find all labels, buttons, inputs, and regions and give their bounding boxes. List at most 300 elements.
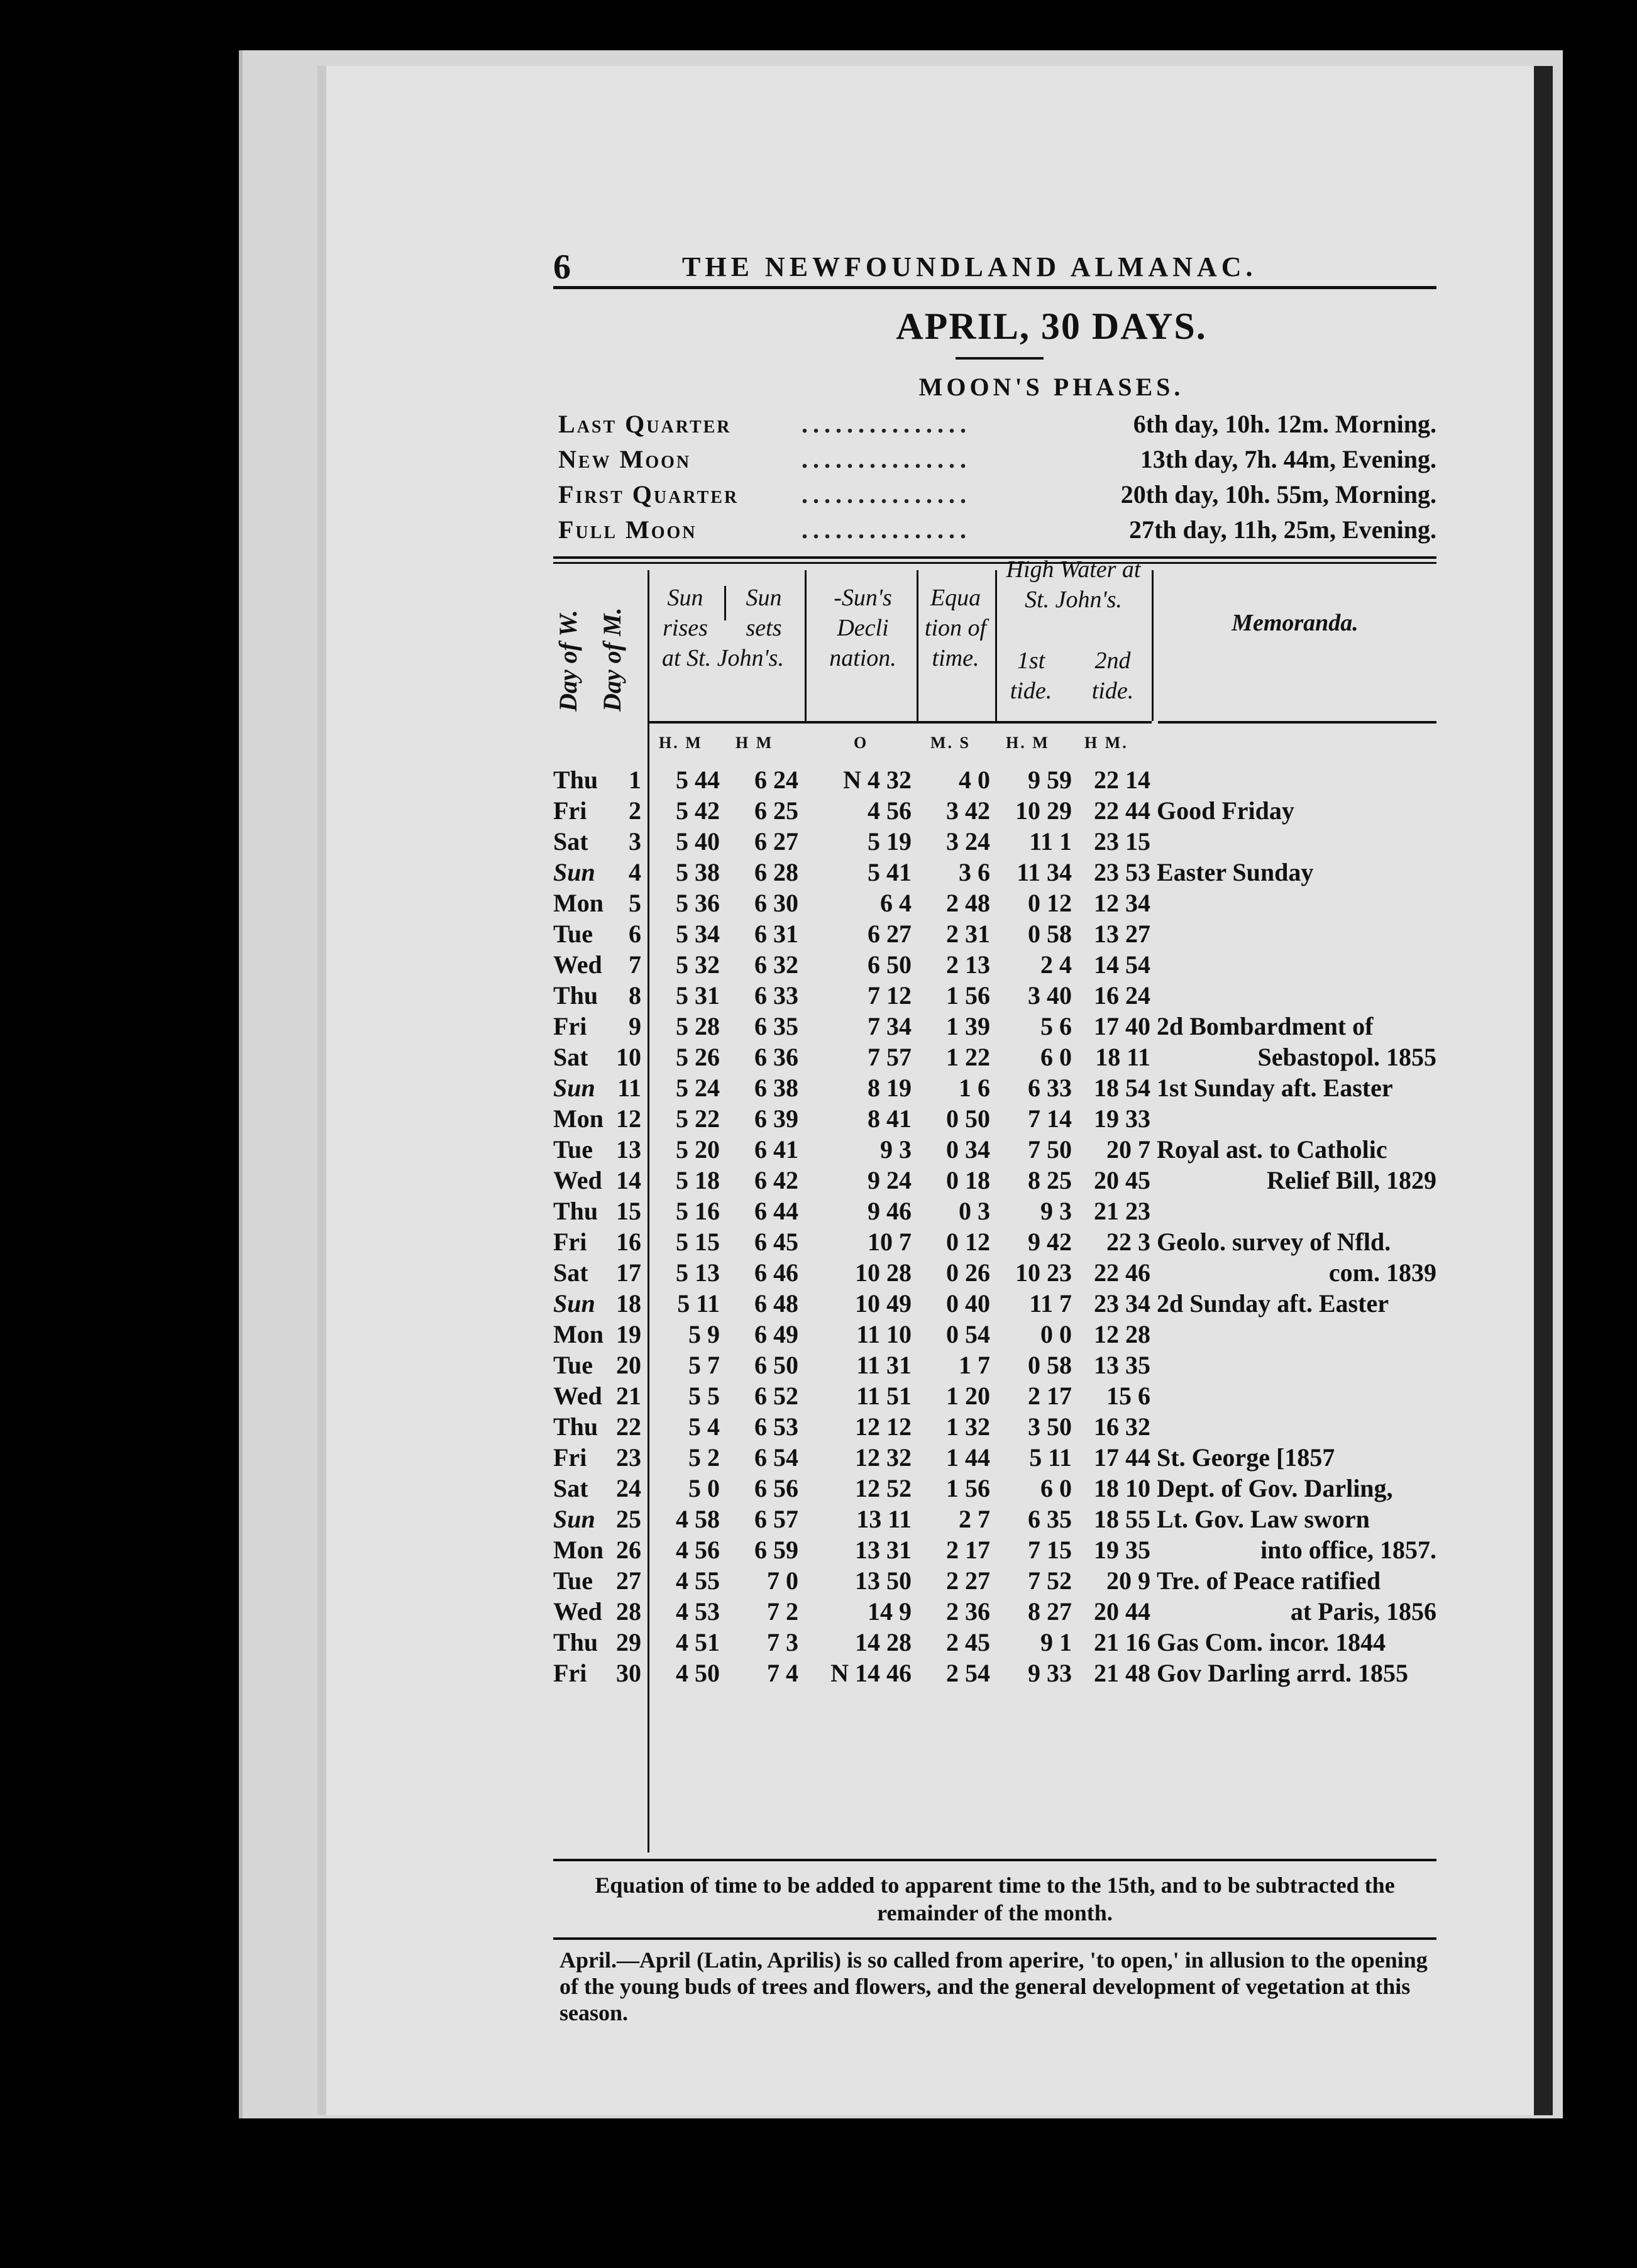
first-tide-cell: 7 52: [1028, 1566, 1072, 1595]
memoranda-rule: [1158, 721, 1436, 724]
first-tide-cell: 11 1: [1029, 827, 1072, 856]
equation-of-time-cell: 1 20: [946, 1382, 990, 1410]
table-row: [553, 1350, 1436, 1381]
memoranda-cell: St. George [1857: [1157, 1443, 1335, 1472]
equation-of-time-cell: 2 45: [946, 1628, 990, 1656]
memoranda-cell: 2d Bombardment of: [1157, 1012, 1374, 1040]
sun-set-cell: 7 3: [767, 1628, 798, 1656]
second-tide-cell: 22 44: [1094, 796, 1150, 825]
sun-set-cell: 6 59: [754, 1536, 798, 1564]
declination-cell: 6 50: [868, 950, 912, 979]
equation-footnote: Equation of time to be added to apparent time to the 15th, and to be subtracted the remainder of the month.: [595, 1873, 1395, 1925]
day-of-week-cell: Thu: [553, 766, 598, 794]
table-row: [553, 1227, 1436, 1258]
memoranda-cell: Geolo. survey of Nfld.: [1157, 1228, 1391, 1256]
equation-of-time-cell: 0 54: [946, 1320, 990, 1348]
unit-eq: M. S: [930, 734, 971, 752]
second-tide-cell: 18 10: [1094, 1474, 1150, 1502]
day-of-week-cell: Fri: [553, 1443, 587, 1472]
day-of-week-cell: Sat: [553, 1474, 588, 1502]
day-of-month-cell: 8: [629, 981, 641, 1010]
second-tide-cell: 22 14: [1094, 766, 1150, 794]
second-tide-cell: 12 34: [1094, 889, 1150, 917]
page-header: [553, 242, 1436, 289]
sun-set-cell: 6 25: [754, 796, 798, 825]
equation-of-time-cell: 1 22: [946, 1043, 990, 1071]
sun-rise-cell: 5 28: [676, 1012, 720, 1040]
phase-row: [553, 442, 1436, 477]
day-of-week-cell: Wed: [553, 1597, 602, 1626]
header-high-water: High Water at St. John's.: [1006, 556, 1141, 613]
second-tide-cell: 20 44: [1094, 1597, 1150, 1626]
table-row: [553, 919, 1436, 950]
equation-of-time-cell: 1 44: [946, 1443, 990, 1472]
sun-set-cell: 6 49: [754, 1320, 798, 1348]
second-tide-cell: 18 11: [1095, 1043, 1150, 1071]
header-sun-rises: Sun rises: [663, 585, 708, 641]
sun-rise-cell: 5 18: [676, 1166, 720, 1194]
day-of-week-cell: Fri: [553, 1012, 587, 1040]
sun-set-cell: 7 4: [767, 1659, 798, 1687]
day-of-month-cell: 3: [629, 827, 641, 856]
first-tide-cell: 9 59: [1028, 766, 1072, 794]
sun-set-cell: 6 53: [754, 1412, 798, 1441]
table-row: [553, 1381, 1436, 1412]
memoranda-cell: Good Friday: [1157, 796, 1294, 825]
sun-set-cell: 6 35: [754, 1012, 798, 1040]
sun-rise-cell: 5 26: [676, 1043, 720, 1071]
declination-cell: 5 41: [868, 858, 912, 886]
phase-dots: ...............: [802, 445, 971, 473]
equation-of-time-cell: 0 26: [946, 1258, 990, 1287]
equation-of-time-cell: 2 54: [946, 1659, 990, 1687]
page-title: THE NEWFOUNDLAND ALMANAC.: [682, 251, 1257, 282]
memoranda-cell: Relief Bill, 1829: [1267, 1166, 1436, 1194]
first-tide-cell: 10 23: [1015, 1258, 1072, 1287]
declination-cell: 13 11: [856, 1505, 912, 1533]
second-tide-cell: 20 7: [1106, 1135, 1150, 1164]
table-row: [553, 1566, 1436, 1597]
first-tide-cell: 9 33: [1028, 1659, 1072, 1687]
day-of-week-cell: Thu: [553, 1197, 598, 1225]
declination-cell: N 14 46: [830, 1659, 912, 1687]
table-row: [553, 1658, 1436, 1689]
sun-rise-cell: 5 5: [688, 1382, 720, 1410]
equation-of-time-cell: 2 27: [946, 1566, 990, 1595]
declination-cell: 4 56: [868, 796, 912, 825]
sun-set-cell: 6 56: [754, 1474, 798, 1502]
declination-cell: 12 32: [855, 1443, 912, 1472]
equation-of-time-cell: 2 48: [946, 889, 990, 917]
sun-rise-cell: 5 20: [676, 1135, 720, 1164]
declination-cell: 7 57: [868, 1043, 912, 1071]
sun-rise-cell: 5 24: [676, 1074, 720, 1102]
table-row: [553, 796, 1436, 827]
equation-of-time-cell: 4 0: [959, 766, 990, 794]
second-tide-cell: 16 24: [1094, 981, 1150, 1010]
equation-of-time-cell: 2 13: [946, 950, 990, 979]
first-tide-cell: 8 27: [1028, 1597, 1072, 1626]
memoranda-cell: Tre. of Peace ratified: [1157, 1566, 1381, 1595]
declination-cell: 14 9: [868, 1597, 912, 1626]
first-tide-cell: 9 1: [1040, 1628, 1072, 1656]
first-tide-cell: 9 3: [1040, 1197, 1072, 1225]
day-of-month-cell: 1: [629, 766, 641, 794]
sun-set-cell: 7 2: [767, 1597, 798, 1626]
declination-cell: 9 24: [868, 1166, 912, 1194]
table-row: [553, 1443, 1436, 1473]
first-tide-cell: 0 58: [1028, 920, 1072, 948]
table-row: [553, 765, 1436, 796]
table-row: [553, 1412, 1436, 1443]
header-second-tide: 2nd tide.: [1091, 647, 1134, 704]
sun-set-cell: 6 24: [754, 766, 798, 794]
sun-set-cell: 6 44: [754, 1197, 798, 1225]
sun-rise-cell: 4 50: [676, 1659, 720, 1687]
second-tide-cell: 19 33: [1094, 1104, 1150, 1133]
second-tide-cell: 13 35: [1094, 1351, 1150, 1379]
day-of-month-cell: 12: [616, 1104, 641, 1133]
sun-rise-cell: 5 0: [688, 1474, 720, 1502]
sun-rise-cell: 5 13: [676, 1258, 720, 1287]
sun-set-cell: 6 52: [754, 1382, 798, 1410]
first-tide-cell: 0 0: [1040, 1320, 1072, 1348]
table-row: [553, 1504, 1436, 1535]
sun-rise-cell: 4 53: [676, 1597, 720, 1626]
day-of-week-cell: Tue: [553, 1566, 593, 1595]
table-row: [553, 1011, 1436, 1042]
equation-of-time-cell: 0 40: [946, 1289, 990, 1318]
first-tide-cell: 8 25: [1028, 1166, 1072, 1194]
first-tide-cell: 6 0: [1040, 1474, 1072, 1502]
second-tide-cell: 18 54: [1094, 1074, 1150, 1102]
declination-cell: 9 3: [880, 1135, 912, 1164]
equation-of-time-cell: 3 6: [959, 858, 990, 886]
day-of-month-cell: 16: [616, 1228, 641, 1256]
declination-cell: 7 34: [868, 1012, 912, 1040]
phases-title: MOON'S PHASES.: [918, 373, 1184, 401]
sun-rise-cell: 5 42: [676, 796, 720, 825]
sun-rise-cell: 4 51: [676, 1628, 720, 1656]
day-of-month-cell: 18: [616, 1289, 641, 1318]
day-of-week-cell: Sat: [553, 1258, 588, 1287]
table-row: [553, 1073, 1436, 1104]
first-tide-cell: 6 35: [1028, 1505, 1072, 1533]
sun-set-cell: 6 27: [754, 827, 798, 856]
unit-tide2: H M.: [1084, 734, 1128, 752]
phase-dots: ...............: [802, 480, 971, 509]
day-of-month-cell: 28: [616, 1597, 641, 1626]
equation-of-time-cell: 3 24: [946, 827, 990, 856]
declination-cell: 12 12: [855, 1412, 912, 1441]
day-of-month-cell: 11: [617, 1074, 641, 1102]
sun-set-cell: 6 50: [754, 1351, 798, 1379]
declination-cell: 8 41: [868, 1104, 912, 1133]
declination-cell: 11 10: [856, 1320, 912, 1348]
first-tide-cell: 9 42: [1028, 1228, 1072, 1256]
equation-of-time-cell: 2 17: [946, 1536, 990, 1564]
sun-rise-cell: 5 44: [676, 766, 720, 794]
second-tide-cell: 22 3: [1106, 1228, 1150, 1256]
second-tide-cell: 12 28: [1094, 1320, 1150, 1348]
day-of-month-cell: 23: [616, 1443, 641, 1472]
day-of-month-cell: 26: [616, 1536, 641, 1564]
column-divider: [917, 570, 918, 721]
declination-cell: 8 19: [868, 1074, 912, 1102]
header-first-tide: 1st tide.: [1010, 647, 1052, 704]
sun-rise-cell: 5 32: [676, 950, 720, 979]
day-of-week-cell: Thu: [553, 1412, 598, 1441]
second-tide-cell: 22 46: [1094, 1258, 1150, 1287]
day-of-week-cell: Tue: [553, 1135, 593, 1164]
memoranda-cell: Royal ast. to Catholic: [1157, 1135, 1387, 1164]
day-of-month-cell: 14: [616, 1166, 641, 1194]
second-tide-cell: 20 9: [1106, 1566, 1150, 1595]
memoranda-cell: Gas Com. incor. 1844: [1157, 1628, 1386, 1656]
second-tide-cell: 16 32: [1094, 1412, 1150, 1441]
day-of-week-cell: Sun: [553, 1074, 595, 1102]
first-tide-cell: 0 58: [1028, 1351, 1072, 1379]
first-tide-cell: 3 40: [1028, 981, 1072, 1010]
sun-set-cell: 6 38: [754, 1074, 798, 1102]
column-divider: [805, 570, 807, 721]
header-equation: Equa tion of time.: [924, 585, 987, 671]
second-tide-cell: 23 15: [1094, 827, 1150, 856]
phase-label: New Moon: [558, 445, 692, 473]
second-tide-cell: 13 27: [1094, 920, 1150, 948]
sun-set-cell: 6 57: [754, 1505, 798, 1533]
day-of-week-cell: Sun: [553, 858, 595, 886]
memoranda-cell: 2d Sunday aft. Easter: [1157, 1289, 1389, 1318]
second-tide-cell: 20 45: [1094, 1166, 1150, 1194]
sun-set-cell: 6 42: [754, 1166, 798, 1194]
sun-rise-cell: 5 7: [688, 1351, 720, 1379]
sun-set-cell: 6 39: [754, 1104, 798, 1133]
phase-value: 27th day, 11h, 25m, Evening.: [1128, 515, 1436, 544]
unit-set: H M: [736, 734, 774, 752]
month-title: APRIL, 30 DAYS.: [896, 306, 1207, 347]
sun-rise-cell: 5 16: [676, 1197, 720, 1225]
sun-rise-cell: 5 22: [676, 1104, 720, 1133]
equation-of-time-cell: 1 39: [946, 1012, 990, 1040]
sun-rise-cell: 5 2: [688, 1443, 720, 1472]
day-of-month-cell: 25: [616, 1505, 641, 1533]
equation-of-time-cell: 2 7: [959, 1505, 990, 1533]
day-of-week-cell: Wed: [553, 950, 602, 979]
day-of-month-cell: 13: [616, 1135, 641, 1164]
memoranda-cell: Sebastopol. 1855: [1257, 1043, 1436, 1071]
second-tide-cell: 23 53: [1094, 858, 1150, 886]
declination-cell: N 4 32: [843, 766, 912, 794]
footnote-rule: [553, 1937, 1436, 1940]
sun-set-cell: 6 46: [754, 1258, 798, 1287]
declination-cell: 13 31: [855, 1536, 912, 1564]
page-content: [553, 242, 1436, 2025]
sun-set-cell: 6 33: [754, 981, 798, 1010]
sun-rise-cell: 5 38: [676, 858, 720, 886]
declination-cell: 10 7: [868, 1228, 912, 1256]
column-divider: [995, 570, 997, 721]
sun-rise-cell: 5 9: [688, 1320, 720, 1348]
day-of-week-cell: Sun: [553, 1289, 595, 1318]
declination-cell: 10 28: [855, 1258, 912, 1287]
second-tide-cell: 19 35: [1094, 1536, 1150, 1564]
equation-of-time-cell: 3 42: [946, 796, 990, 825]
memoranda-cell: Lt. Gov. Law sworn: [1157, 1505, 1370, 1533]
second-tide-cell: 21 16: [1094, 1628, 1150, 1656]
day-of-week-cell: Mon: [553, 889, 604, 917]
sun-rise-cell: 4 56: [676, 1536, 720, 1564]
sun-rise-cell: 5 40: [676, 827, 720, 856]
sun-set-cell: 6 36: [754, 1043, 798, 1071]
first-tide-cell: 2 4: [1040, 950, 1072, 979]
sun-rise-cell: 5 4: [688, 1412, 720, 1441]
header-day-of-week: Day of W.: [554, 610, 582, 712]
page-number: 6: [553, 248, 571, 287]
table-row: [553, 1535, 1436, 1566]
day-of-month-cell: 20: [616, 1351, 641, 1379]
day-of-month-cell: 15: [616, 1197, 641, 1225]
sun-set-cell: 6 48: [754, 1289, 798, 1318]
equation-of-time-cell: 2 36: [946, 1597, 990, 1626]
day-of-month-cell: 29: [616, 1628, 641, 1656]
first-tide-cell: 5 6: [1040, 1012, 1072, 1040]
sun-rise-cell: 4 58: [676, 1505, 720, 1533]
sun-set-cell: 6 45: [754, 1228, 798, 1256]
second-tide-cell: 18 55: [1094, 1505, 1150, 1533]
memoranda-cell: at Paris, 1856: [1290, 1597, 1436, 1626]
equation-of-time-cell: 1 6: [959, 1074, 990, 1102]
sun-set-cell: 6 32: [754, 950, 798, 979]
unit-tide1: H. M: [1006, 734, 1050, 752]
page-edge: [1534, 66, 1553, 2115]
sun-rise-cell: 5 36: [676, 889, 720, 917]
unit-decl: O: [854, 734, 869, 752]
day-of-week-cell: Tue: [553, 1351, 593, 1379]
equation-of-time-cell: 0 50: [946, 1104, 990, 1133]
table-row: [553, 1104, 1436, 1135]
day-of-month-cell: 9: [629, 1012, 641, 1040]
table-row: [553, 1258, 1436, 1289]
declination-cell: 5 19: [868, 827, 912, 856]
day-of-month-cell: 19: [616, 1320, 641, 1348]
declination-cell: 10 49: [855, 1289, 912, 1318]
day-of-week-cell: Sun: [553, 1505, 595, 1533]
unit-rise: H. M: [659, 734, 703, 752]
day-of-month-cell: 5: [629, 889, 641, 917]
header-declination: -Sun's Decli nation.: [829, 585, 896, 671]
declination-cell: 6 4: [880, 889, 912, 917]
second-tide-cell: 14 54: [1094, 950, 1150, 979]
first-tide-cell: 7 50: [1028, 1135, 1072, 1164]
memoranda-cell: into office, 1857.: [1260, 1536, 1436, 1564]
day-of-week-cell: Wed: [553, 1382, 602, 1410]
day-of-week-cell: Fri: [553, 1659, 587, 1687]
table-row: [553, 1135, 1436, 1165]
first-tide-cell: 7 15: [1028, 1536, 1072, 1564]
first-tide-cell: 10 29: [1015, 796, 1072, 825]
second-tide-cell: 21 23: [1094, 1197, 1150, 1225]
equation-of-time-cell: 1 32: [946, 1412, 990, 1441]
day-of-week-cell: Thu: [553, 1628, 598, 1656]
first-tide-cell: 6 0: [1040, 1043, 1072, 1071]
declination-cell: 7 12: [868, 981, 912, 1010]
table-row: [553, 1042, 1436, 1073]
phase-row: [553, 477, 1436, 512]
table-row: [553, 1165, 1436, 1196]
sun-set-cell: 6 54: [754, 1443, 798, 1472]
memoranda-cell: Easter Sunday: [1157, 858, 1314, 886]
etymology-note: April.—April (Latin, Aprilis) is so called from aperire, 'to open,' in allusion to the opening of the young buds of trees and flowers, and the general development of vegetation at this season.: [559, 1947, 1428, 2025]
day-of-month-cell: 7: [629, 950, 641, 979]
day-of-month-cell: 30: [616, 1659, 641, 1687]
second-tide-cell: 17 40: [1094, 1012, 1150, 1040]
table-row: [553, 1473, 1436, 1504]
memoranda-cell: Gov Darling arrd. 1855: [1157, 1659, 1408, 1687]
sun-rise-cell: 4 55: [676, 1566, 720, 1595]
day-of-month-cell: 6: [629, 920, 641, 948]
phase-row: [553, 512, 1436, 548]
phase-dots: ...............: [802, 410, 971, 438]
equation-of-time-cell: 1 56: [946, 1474, 990, 1502]
table-row: [553, 950, 1436, 981]
phase-dots: ...............: [802, 515, 971, 544]
second-tide-cell: 17 44: [1094, 1443, 1150, 1472]
day-of-week-cell: Mon: [553, 1536, 604, 1564]
first-tide-cell: 0 12: [1028, 889, 1072, 917]
sun-set-cell: 7 0: [767, 1566, 798, 1595]
equation-of-time-cell: 0 34: [946, 1135, 990, 1164]
column-divider: [1152, 570, 1154, 721]
header-rule: [648, 721, 1152, 724]
table-row: [553, 857, 1436, 888]
phases-list: [553, 407, 1436, 548]
sun-rise-cell: 5 34: [676, 920, 720, 948]
declination-cell: 13 50: [855, 1566, 912, 1595]
sun-rise-cell: 5 31: [676, 981, 720, 1010]
phase-label: Full Moon: [558, 515, 697, 544]
equation-of-time-cell: 1 7: [959, 1351, 990, 1379]
day-of-month-cell: 21: [616, 1382, 641, 1410]
day-of-month-cell: 2: [629, 796, 641, 825]
equation-of-time-cell: 1 56: [946, 981, 990, 1010]
equation-of-time-cell: 0 18: [946, 1166, 990, 1194]
header-sun-sets: Sun sets: [746, 585, 782, 641]
declination-cell: 11 31: [856, 1351, 912, 1379]
day-of-week-cell: Wed: [553, 1166, 602, 1194]
memoranda-cell: 1st Sunday aft. Easter: [1157, 1074, 1393, 1102]
day-of-week-cell: Tue: [553, 920, 593, 948]
second-tide-cell: 21 48: [1094, 1659, 1150, 1687]
title-rule: [956, 357, 1044, 360]
declination-cell: 11 51: [856, 1382, 912, 1410]
sun-set-cell: 6 41: [754, 1135, 798, 1164]
equation-of-time-cell: 2 31: [946, 920, 990, 948]
declination-cell: 12 52: [855, 1474, 912, 1502]
sun-set-cell: 6 28: [754, 858, 798, 886]
table-top-rule: [553, 556, 1436, 559]
phase-row: [553, 407, 1436, 442]
table-row: [553, 1289, 1436, 1319]
table-row: [553, 1319, 1436, 1350]
first-tide-cell: 2 17: [1028, 1382, 1072, 1410]
day-of-week-cell: Fri: [553, 1228, 587, 1256]
sun-rise-cell: 5 11: [677, 1289, 720, 1318]
day-of-week-cell: Thu: [553, 981, 598, 1010]
table-row: [553, 1196, 1436, 1227]
day-of-week-cell: Sat: [553, 1043, 588, 1071]
day-of-month-cell: 17: [616, 1258, 641, 1287]
